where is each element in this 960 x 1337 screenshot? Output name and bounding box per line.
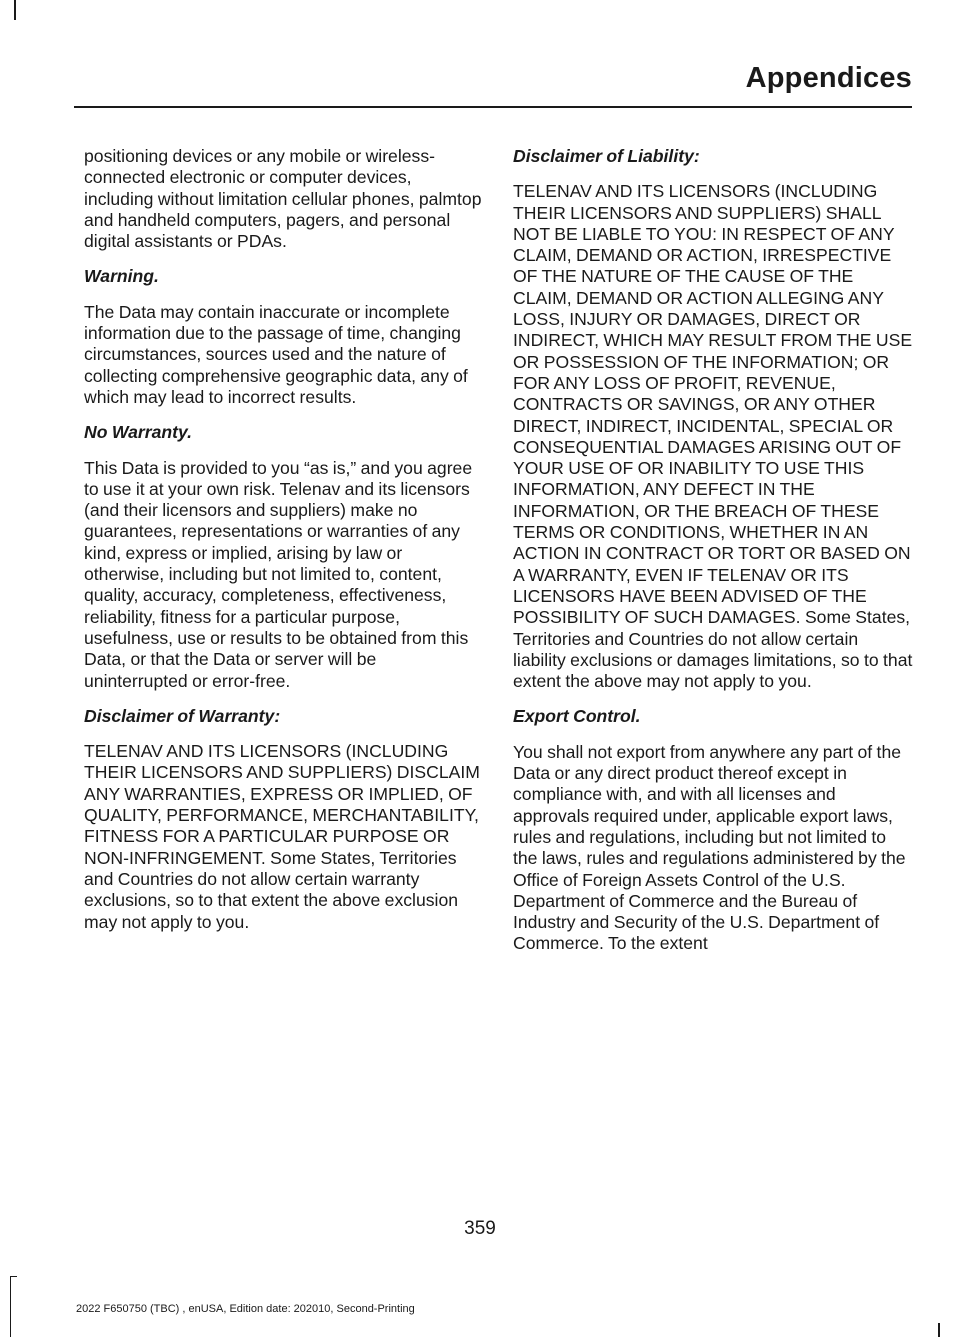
left-column — [84, 146, 484, 947]
paragraph: TELENAV AND ITS LICENSORS (INCLUDING THEIR LICENSORS AND SUPPLIERS) DISCLAIM ANY WARRANTIES, EXPRESS OR IMPLIED, OF QUALITY, PERFORMANCE, MERCHANTABILITY, FITNESS FOR A PARTICULAR PURPOSE OR NON-INFRINGEMENT. Some States, Territories and Countries do not allow certain warranty exclusions, so to that extent the above exclusion may not apply to you. — [84, 741, 480, 932]
section-heading: Disclaimer of Liability: — [513, 146, 700, 166]
page-number: 359 — [464, 1218, 496, 1239]
section-heading: Warning. — [84, 266, 159, 287]
section-heading: No Warranty. — [84, 422, 193, 443]
footer-edition-info: 2022 F650750 (TBC) , enUSA, Edition date: 202010, Second-Printing — [76, 1303, 415, 1315]
page-header — [74, 58, 912, 108]
section-heading: Export Control. — [513, 706, 641, 727]
crop-mark-bottom-left — [10, 1276, 17, 1337]
paragraph: You shall not export from anywhere any part of the Data or any direct product thereof except in compliance with, and with all licenses and approvals required under, applicable export laws, rules and regulations, including but not limited to the laws, rules and regulations administered by the Office of Foreign Assets Control of the U.S. Department of Commerce and the Bureau of Industry and Security of the U.S. Department of Commerce. To the extent — [513, 741, 906, 954]
paragraph: TELENAV AND ITS LICENSORS (INCLUDING THEIR LICENSORS AND SUPPLIERS) SHALL NOT BE LIABLE TO YOU: IN RESPECT OF ANY CLAIM, DEMAND OR ACTION, IRRESPECTIVE OF THE NATURE OF THE CAUSE OF THE CLAIM, DEMAND OR ACTION ALLEGING ANY LOSS, INJURY OR DAMAGES, DIRECT OR INDIRECT, WHICH MAY RESULT FROM THE USE OR POSSESSION OF THE INFORMATION; OR FOR ANY LOSS OF PROFIT, REVENUE, CONTRACTS OR SAVINGS, OR ANY OTHER DIRECT, INDIRECT, INCIDENTAL, SPECIAL OR CONSEQUENTIAL DAMAGES ARISING OUT OF YOUR USE OF OR INABILITY TO USE THIS INFORMATION, ANY DEFECT IN THE INFORMATION, OR THE BREACH OF THESE TERMS OR CONDITIONS, WHETHER IN AN ACTION IN CONTRACT OR TORT OR BASED ON A WARRANTY, EVEN IF TELENAV OR ITS LICENSORS HAVE BEEN ADVISED OF THE POSSIBILITY OF SUCH DAMAGES. Some States, Territories and Countries do not allow certain liability exclusions or damages limitations, so to that extent the above may not apply to you. — [513, 181, 913, 692]
right-column — [513, 146, 913, 969]
paragraph: This Data is provided to you “as is,” and you agree to use it at your own risk. Telenav and its licensors (and their licensors and suppliers) make no guarantees, representations or warranties of any kind, express or implied, arising by law or otherwise, including but not limited to, content, quality, accuracy, completeness, effectiveness, reliability, fitness for a particular purpose, usefulness, use or results to be obtained from this Data, or that the Data or server will be uninterrupted or error-free. — [84, 457, 473, 691]
crop-mark-bottom-right — [938, 1323, 940, 1337]
page-title: Appendices — [745, 62, 912, 94]
paragraph: The Data may contain inaccurate or incomplete information due to the passage of time, changing circumstances, sources used and the nature of collecting comprehensive geographic data, any of which may lead to incorrect results. — [84, 301, 468, 407]
crop-mark-top-left — [14, 0, 16, 20]
section-heading: Disclaimer of Warranty: — [84, 705, 281, 726]
paragraph: positioning devices or any mobile or wireless-connected electronic or computer devices, including without limitation cellular phones, palmtop and handheld computers, pagers, and personal digital assistants or PDAs. — [84, 146, 482, 252]
